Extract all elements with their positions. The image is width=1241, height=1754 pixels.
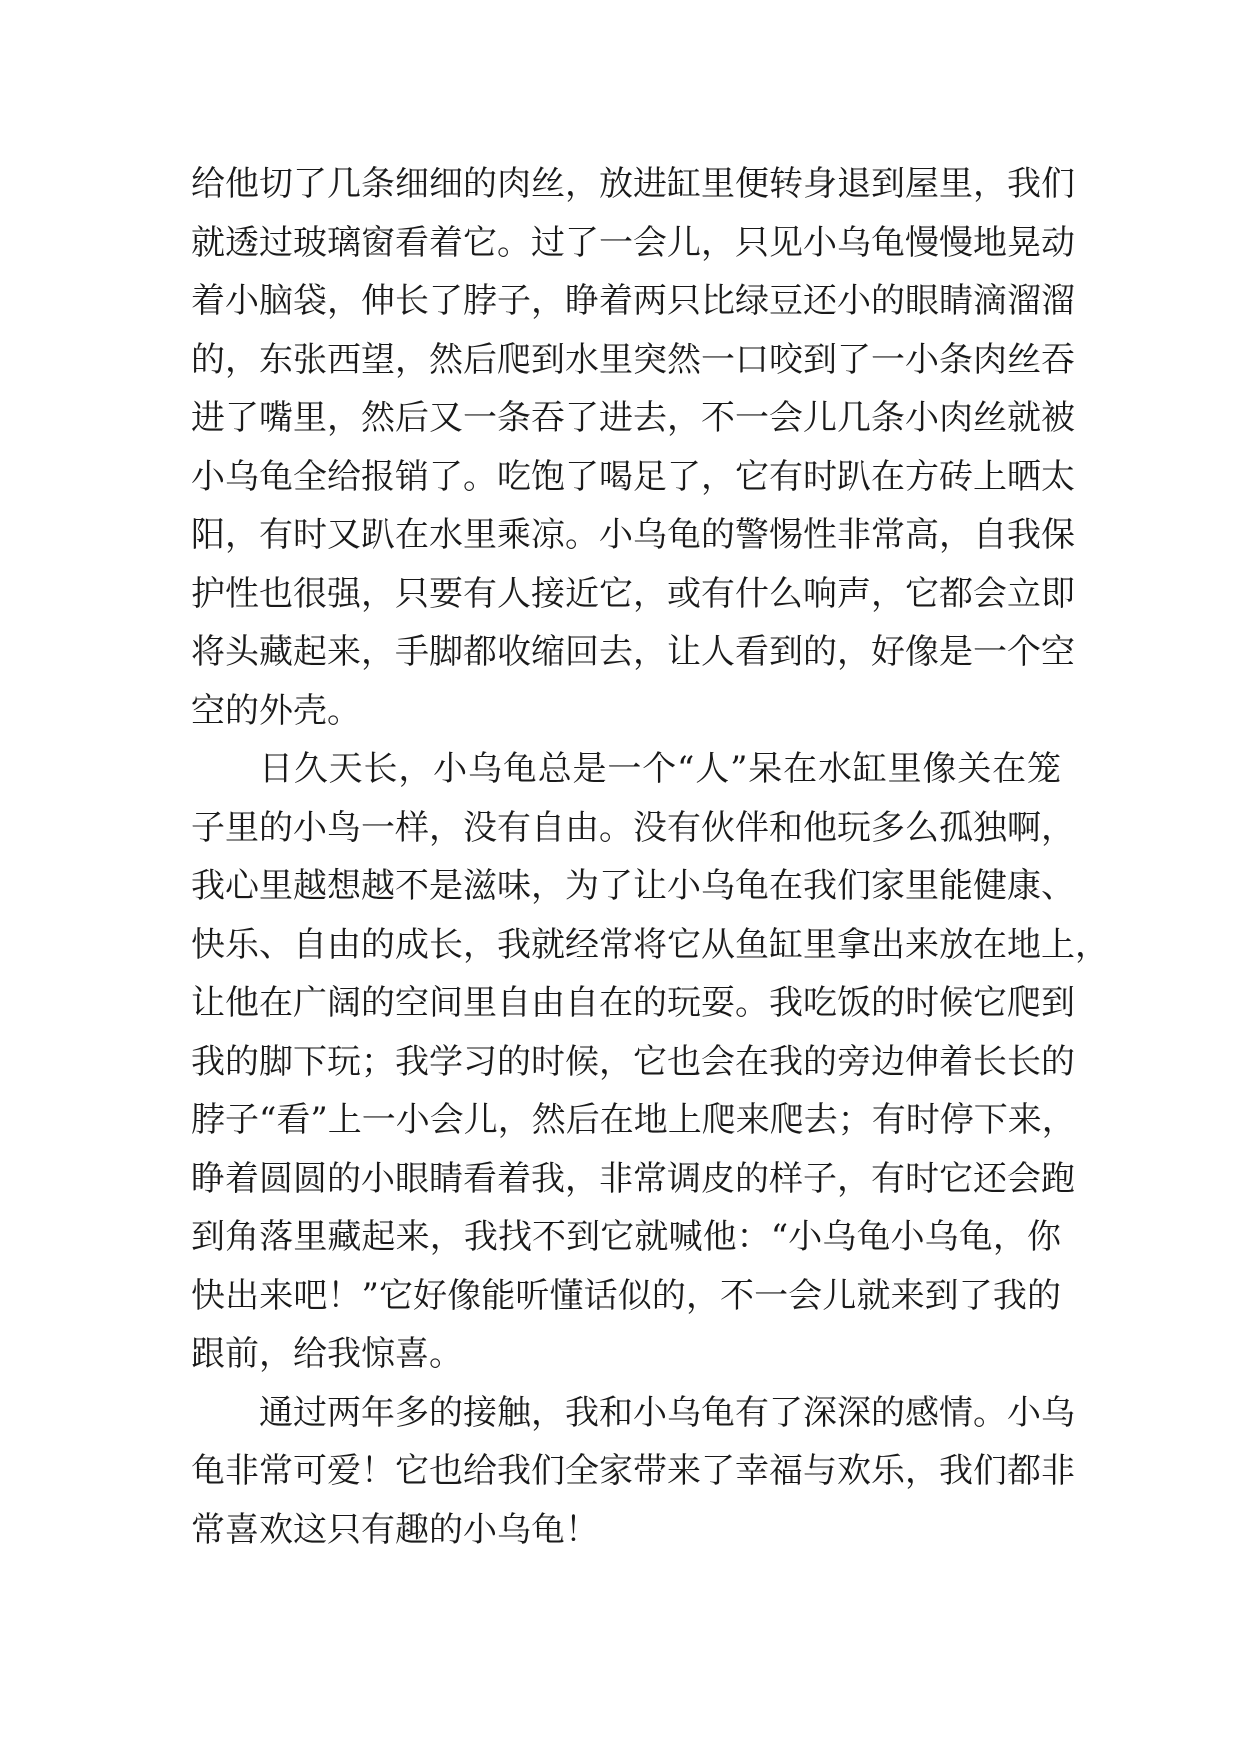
paragraph-3 [191,1384,1075,1560]
text-line: 脖子“看”上一小会儿，然后在地上爬来爬去；有时停下来， [191,1100,1076,1140]
text-line: 龟非常可爱！它也给我们全家带来了幸福与欢乐，我们都非 [191,1451,1075,1491]
text-line: 阳，有时又趴在水里乘凉。小乌龟的警惕性非常高，自我保 [191,515,1075,555]
text-line: 常喜欢这只有趣的小乌龟！ [191,1509,599,1550]
text-line: 跟前，给我惊喜。 [191,1334,463,1374]
text-line: 快乐、自由的成长，我就经常将它从鱼缸里拿出来放在地上， [191,924,1109,965]
text-line: 日久天长，小乌龟总是一个“人”呆在水缸里像关在笼 [259,749,1061,789]
text-line: 到角落里藏起来，我找不到它就喊他：“小乌龟小乌龟，你 [191,1217,1061,1257]
text-line: 我心里越想越不是滋味，为了让小乌龟在我们家里能健康、 [191,866,1075,906]
text-line: 将头藏起来，手脚都收缩回去，让人看到的，好像是一个空 [191,632,1075,672]
text-line: 进了嘴里，然后又一条吞了进去，不一会儿几条小肉丝就被 [191,398,1075,438]
text-line: 给他切了几条细细的肉丝，放进缸里便转身退到屋里，我们 [191,164,1075,204]
body-text [191,155,1109,1559]
text-line: 睁着圆圆的小眼睛看着我，非常调皮的样子，有时它还会跑 [191,1158,1075,1199]
text-line: 快出来吧！”它好像能听懂话似的，不一会儿就来到了我的 [191,1275,1061,1316]
text-line: 的，东张西望，然后爬到水里突然一口咬到了一小条肉丝吞 [191,339,1075,380]
text-line: 我的脚下玩；我学习的时候，它也会在我的旁边伸着长长的 [191,1041,1075,1082]
text-line: 通过两年多的接触，我和小乌龟有了深深的感情。小乌 [259,1392,1075,1433]
text-line: 子里的小鸟一样，没有自由。没有伙伴和他玩多么孤独啊， [191,807,1075,848]
text-line: 着小脑袋，伸长了脖子，睁着两只比绿豆还小的眼睛滴溜溜 [191,281,1075,321]
text-line: 让他在广阔的空间里自由自在的玩耍。我吃饭的时候它爬到 [191,983,1075,1023]
paragraph-1 [191,155,1075,740]
text-line: 就透过玻璃窗看着它。过了一会儿，只见小乌龟慢慢地晃动 [191,222,1075,263]
text-line: 小乌龟全给报销了。吃饱了喝足了，它有时趴在方砖上晒太 [191,456,1075,497]
text-line: 空的外壳。 [191,690,361,731]
paragraph-2 [191,740,1109,1384]
text-line: 护性也很强，只要有人接近它，或有什么响声，它都会立即 [191,573,1075,614]
